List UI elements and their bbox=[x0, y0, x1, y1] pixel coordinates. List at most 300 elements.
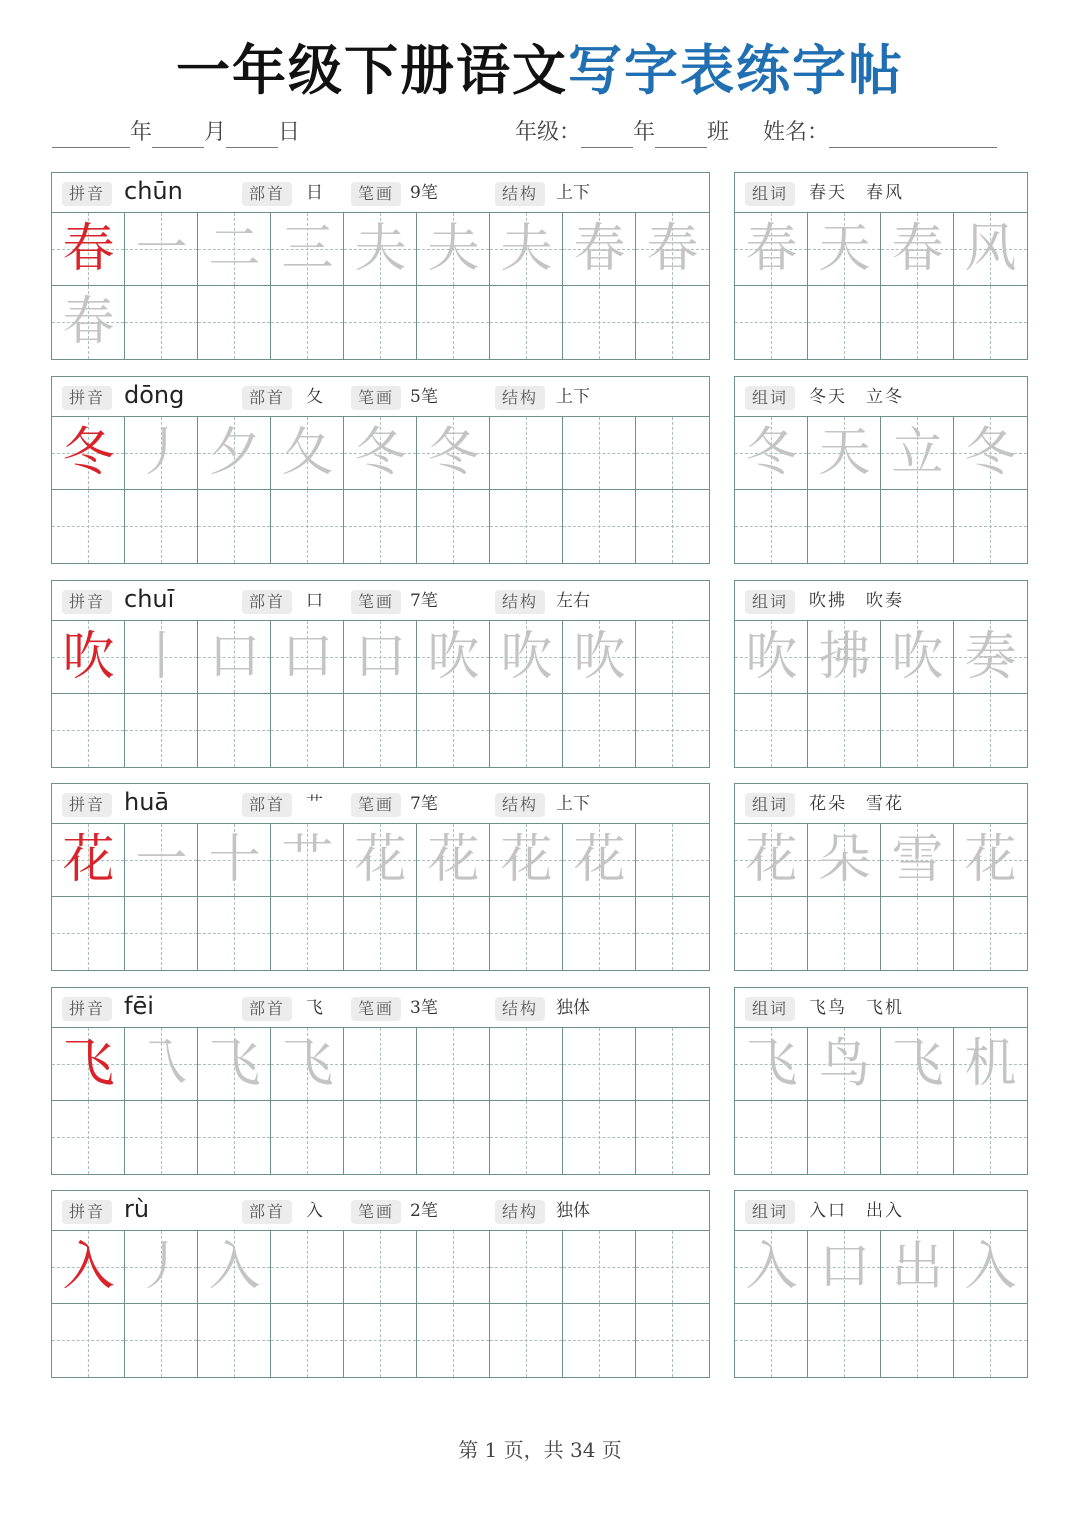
writing-cell[interactable] bbox=[636, 621, 709, 694]
word-cell[interactable] bbox=[954, 1231, 1027, 1304]
grid-guide-vertical bbox=[917, 1101, 918, 1174]
grid-guide-vertical bbox=[844, 286, 845, 359]
writing-cell[interactable] bbox=[636, 417, 709, 490]
writing-cell[interactable] bbox=[417, 213, 490, 286]
model-character: 飞 bbox=[62, 1034, 115, 1094]
radical-value: 夂 bbox=[306, 387, 323, 407]
radical-tag: 部首 bbox=[242, 1200, 292, 1224]
structure-value: 独体 bbox=[556, 1201, 590, 1221]
word-cell[interactable] bbox=[954, 1028, 1027, 1101]
writing-cell[interactable] bbox=[125, 490, 198, 563]
structure-tag: 结构 bbox=[495, 793, 545, 817]
grid-guide-vertical bbox=[672, 286, 673, 359]
word-cell[interactable] bbox=[954, 694, 1027, 767]
writing-cell[interactable] bbox=[344, 694, 417, 767]
grid-guide-vertical bbox=[307, 1304, 308, 1377]
grid-guide-vertical bbox=[672, 417, 673, 489]
writing-cell[interactable] bbox=[198, 897, 271, 970]
writing-cell[interactable] bbox=[490, 1304, 563, 1377]
writing-cell[interactable] bbox=[125, 1304, 198, 1377]
word-cell[interactable] bbox=[735, 694, 808, 767]
grid-guide-vertical bbox=[844, 1101, 845, 1174]
words-tag: 组词 bbox=[745, 1200, 795, 1224]
writing-cell[interactable] bbox=[417, 286, 490, 359]
grid-guide-vertical bbox=[990, 694, 991, 767]
grade-blank[interactable] bbox=[581, 121, 633, 148]
title-part-2: 写字表练字帖 bbox=[568, 39, 904, 102]
writing-cell[interactable] bbox=[490, 417, 563, 490]
trace-character: 风 bbox=[964, 219, 1017, 279]
strokes-value: 7笔 bbox=[410, 794, 438, 814]
trace-character: 夫 bbox=[500, 219, 553, 279]
trace-character: 口 bbox=[281, 627, 334, 687]
word-cell[interactable] bbox=[735, 1304, 808, 1377]
radical-value: 日 bbox=[306, 183, 323, 203]
grid-guide-vertical bbox=[844, 694, 845, 767]
word-cell[interactable] bbox=[954, 621, 1027, 694]
grid-guide-vertical bbox=[453, 286, 454, 359]
grid-guide-vertical bbox=[380, 1231, 381, 1303]
writing-cell[interactable] bbox=[636, 286, 709, 359]
trace-character: 花 bbox=[573, 830, 626, 890]
writing-cell[interactable] bbox=[563, 213, 636, 286]
trace-character: 飞 bbox=[891, 1034, 944, 1094]
grid-guide-vertical bbox=[88, 1304, 89, 1377]
writing-cell[interactable] bbox=[198, 1231, 271, 1304]
word-cell[interactable] bbox=[954, 1304, 1027, 1377]
month-blank[interactable] bbox=[152, 121, 204, 148]
writing-cell[interactable] bbox=[490, 490, 563, 563]
grid-guide-vertical bbox=[526, 490, 527, 563]
grid-guide-vertical bbox=[453, 1304, 454, 1377]
writing-cell[interactable] bbox=[417, 1231, 490, 1304]
word-cell[interactable] bbox=[881, 1101, 954, 1174]
writing-cell[interactable] bbox=[125, 286, 198, 359]
pinyin-tag: 拼音 bbox=[62, 793, 112, 817]
writing-cell[interactable] bbox=[125, 824, 198, 897]
character-info-header bbox=[52, 173, 709, 213]
writing-cell[interactable] bbox=[344, 1304, 417, 1377]
writing-cell[interactable] bbox=[490, 621, 563, 694]
writing-cell[interactable] bbox=[271, 490, 344, 563]
trace-character: 口 bbox=[818, 1237, 871, 1297]
writing-cell[interactable] bbox=[271, 213, 344, 286]
structure-tag: 结构 bbox=[495, 1200, 545, 1224]
character-info-header bbox=[52, 581, 709, 621]
writing-cell[interactable] bbox=[636, 1231, 709, 1304]
day-label: 日 bbox=[278, 120, 301, 145]
word-cell[interactable] bbox=[954, 897, 1027, 970]
word-cell[interactable] bbox=[735, 490, 808, 563]
grid-guide-vertical bbox=[771, 1304, 772, 1377]
writing-cell[interactable] bbox=[490, 1101, 563, 1174]
writing-cell[interactable] bbox=[417, 1028, 490, 1101]
writing-cell[interactable] bbox=[52, 1231, 125, 1304]
writing-cell[interactable] bbox=[563, 286, 636, 359]
grid-guide-vertical bbox=[161, 897, 162, 970]
writing-cell[interactable] bbox=[125, 417, 198, 490]
writing-cell[interactable] bbox=[125, 1028, 198, 1101]
writing-cell[interactable] bbox=[125, 694, 198, 767]
writing-cell[interactable] bbox=[490, 897, 563, 970]
writing-cell[interactable] bbox=[636, 1028, 709, 1101]
writing-cell[interactable] bbox=[198, 417, 271, 490]
pinyin-tag: 拼音 bbox=[62, 590, 112, 614]
word-cell[interactable] bbox=[881, 897, 954, 970]
trace-character: 春 bbox=[646, 219, 699, 279]
trace-character: 夫 bbox=[427, 219, 480, 279]
grid-guide-vertical bbox=[771, 897, 772, 970]
trace-character: 夫 bbox=[354, 219, 407, 279]
writing-cell[interactable] bbox=[490, 1028, 563, 1101]
word-cell[interactable] bbox=[808, 490, 881, 563]
grid-guide-vertical bbox=[599, 286, 600, 359]
word-cell[interactable] bbox=[881, 1231, 954, 1304]
trace-character: 丿 bbox=[135, 423, 188, 483]
grid-guide-vertical bbox=[526, 417, 527, 489]
trace-character: 口 bbox=[354, 627, 407, 687]
word-cell[interactable] bbox=[735, 824, 808, 897]
writing-cell[interactable] bbox=[490, 1231, 563, 1304]
writing-cell[interactable] bbox=[52, 1304, 125, 1377]
grid-guide-vertical bbox=[672, 621, 673, 693]
writing-cell[interactable] bbox=[563, 1231, 636, 1304]
grid-guide-vertical bbox=[526, 1304, 527, 1377]
word-cell[interactable] bbox=[954, 824, 1027, 897]
student-line bbox=[515, 118, 997, 154]
writing-cell[interactable] bbox=[344, 1231, 417, 1304]
pinyin-value: chuī bbox=[124, 585, 175, 613]
writing-cell[interactable] bbox=[417, 621, 490, 694]
trace-character: 花 bbox=[354, 830, 407, 890]
trace-character: 一 bbox=[135, 830, 188, 890]
writing-cell[interactable] bbox=[563, 490, 636, 563]
trace-character: 天 bbox=[818, 219, 871, 279]
word-panel bbox=[734, 1190, 1028, 1378]
writing-cell[interactable] bbox=[271, 286, 344, 359]
writing-cell[interactable] bbox=[52, 1101, 125, 1174]
writing-cell[interactable] bbox=[198, 621, 271, 694]
writing-cell[interactable] bbox=[490, 824, 563, 897]
pinyin-tag: 拼音 bbox=[62, 1200, 112, 1224]
word-header bbox=[735, 173, 1027, 213]
grid-guide-vertical bbox=[380, 1304, 381, 1377]
writing-cell[interactable] bbox=[52, 213, 125, 286]
pinyin-value: dōng bbox=[124, 381, 185, 409]
grid-guide-vertical bbox=[234, 286, 235, 359]
trace-character: 乁 bbox=[135, 1034, 188, 1094]
word-cell[interactable] bbox=[808, 1304, 881, 1377]
writing-cell[interactable] bbox=[52, 694, 125, 767]
writing-cell[interactable] bbox=[52, 824, 125, 897]
grid-guide-vertical bbox=[917, 897, 918, 970]
writing-cell[interactable] bbox=[563, 1304, 636, 1377]
strokes-tag: 笔画 bbox=[351, 1200, 401, 1224]
writing-cell[interactable] bbox=[417, 417, 490, 490]
writing-cell[interactable] bbox=[563, 621, 636, 694]
writing-cell[interactable] bbox=[563, 1028, 636, 1101]
word-cell[interactable] bbox=[954, 1101, 1027, 1174]
writing-cell[interactable] bbox=[417, 694, 490, 767]
grid-guide-vertical bbox=[380, 1101, 381, 1174]
writing-cell[interactable] bbox=[271, 1101, 344, 1174]
words-tag: 组词 bbox=[745, 793, 795, 817]
writing-cell[interactable] bbox=[636, 824, 709, 897]
word-cell[interactable] bbox=[735, 1028, 808, 1101]
strokes-value: 2笔 bbox=[410, 1201, 438, 1221]
trace-character: 丿 bbox=[135, 1237, 188, 1297]
writing-cell[interactable] bbox=[563, 1101, 636, 1174]
writing-cell[interactable] bbox=[271, 621, 344, 694]
writing-cell[interactable] bbox=[198, 694, 271, 767]
grid-guide-vertical bbox=[453, 1028, 454, 1100]
writing-cell[interactable] bbox=[563, 824, 636, 897]
page-title bbox=[0, 36, 1080, 106]
trace-character: 花 bbox=[427, 830, 480, 890]
trace-character: 一 bbox=[135, 219, 188, 279]
words-value: 吹拂 吹奏 bbox=[809, 591, 904, 611]
writing-cell[interactable] bbox=[636, 213, 709, 286]
radical-tag: 部首 bbox=[242, 386, 292, 410]
writing-cell[interactable] bbox=[344, 1101, 417, 1174]
grid-guide-vertical bbox=[990, 1101, 991, 1174]
grid-guide-vertical bbox=[917, 286, 918, 359]
writing-cell[interactable] bbox=[490, 694, 563, 767]
trace-character: 春 bbox=[745, 219, 798, 279]
word-cell[interactable] bbox=[808, 1101, 881, 1174]
writing-cell[interactable] bbox=[344, 490, 417, 563]
writing-cell[interactable] bbox=[636, 1101, 709, 1174]
trace-character: 入 bbox=[745, 1237, 798, 1297]
grid-guide-vertical bbox=[526, 897, 527, 970]
writing-cell[interactable] bbox=[344, 286, 417, 359]
trace-character: 三 bbox=[281, 219, 334, 279]
grid-guide-vertical bbox=[526, 1028, 527, 1100]
word-cell[interactable] bbox=[735, 621, 808, 694]
grid-guide-vertical bbox=[771, 286, 772, 359]
class-blank[interactable] bbox=[655, 121, 707, 148]
trace-character: 春 bbox=[62, 292, 115, 352]
word-cell[interactable] bbox=[881, 824, 954, 897]
word-cell[interactable] bbox=[881, 694, 954, 767]
day-blank[interactable] bbox=[226, 121, 278, 148]
writing-cell[interactable] bbox=[271, 824, 344, 897]
grid-guide-vertical bbox=[990, 897, 991, 970]
grid-guide-vertical bbox=[161, 490, 162, 563]
writing-cell[interactable] bbox=[417, 897, 490, 970]
writing-cell[interactable] bbox=[636, 1304, 709, 1377]
word-cell[interactable] bbox=[808, 286, 881, 359]
grid-guide-vertical bbox=[526, 286, 527, 359]
grid-guide-vertical bbox=[917, 694, 918, 767]
word-cell[interactable] bbox=[808, 621, 881, 694]
writing-cell[interactable] bbox=[125, 213, 198, 286]
word-cell[interactable] bbox=[954, 490, 1027, 563]
grid-guide-vertical bbox=[990, 286, 991, 359]
word-panel bbox=[734, 987, 1028, 1175]
structure-value: 上下 bbox=[556, 183, 590, 203]
writing-cell[interactable] bbox=[271, 1028, 344, 1101]
grid-guide-vertical bbox=[844, 490, 845, 563]
strokes-value: 7笔 bbox=[410, 591, 438, 611]
writing-cell[interactable] bbox=[490, 286, 563, 359]
word-cell[interactable] bbox=[881, 286, 954, 359]
grid-guide-vertical bbox=[88, 490, 89, 563]
grid-guide-vertical bbox=[307, 286, 308, 359]
structure-tag: 结构 bbox=[495, 997, 545, 1021]
grid-guide-vertical bbox=[307, 1101, 308, 1174]
writing-cell[interactable] bbox=[417, 824, 490, 897]
writing-cell[interactable] bbox=[271, 417, 344, 490]
trace-character: 冬 bbox=[354, 423, 407, 483]
word-cell[interactable] bbox=[954, 213, 1027, 286]
writing-cell[interactable] bbox=[198, 1101, 271, 1174]
writing-cell[interactable] bbox=[125, 1101, 198, 1174]
writing-cell[interactable] bbox=[636, 897, 709, 970]
writing-cell[interactable] bbox=[198, 286, 271, 359]
character-panel bbox=[51, 376, 710, 564]
writing-cell[interactable] bbox=[52, 897, 125, 970]
word-cell[interactable] bbox=[735, 1231, 808, 1304]
word-cell[interactable] bbox=[808, 897, 881, 970]
trace-character: 吹 bbox=[891, 627, 944, 687]
word-cell[interactable] bbox=[735, 417, 808, 490]
year-blank[interactable] bbox=[52, 121, 130, 148]
grid-guide-vertical bbox=[453, 1101, 454, 1174]
word-cell[interactable] bbox=[808, 694, 881, 767]
character-panel bbox=[51, 783, 710, 971]
writing-cell[interactable] bbox=[125, 897, 198, 970]
trace-character: 奏 bbox=[964, 627, 1017, 687]
grid-guide-vertical bbox=[234, 897, 235, 970]
grid-guide-vertical bbox=[161, 1304, 162, 1377]
structure-value: 上下 bbox=[556, 794, 590, 814]
writing-cell[interactable] bbox=[344, 1028, 417, 1101]
grid-guide-vertical bbox=[161, 694, 162, 767]
words-tag: 组词 bbox=[745, 182, 795, 206]
writing-cell[interactable] bbox=[563, 694, 636, 767]
character-info-header bbox=[52, 988, 709, 1028]
word-cell[interactable] bbox=[808, 1231, 881, 1304]
title-part-1: 一年级下册语文 bbox=[176, 39, 568, 102]
writing-cell[interactable] bbox=[344, 417, 417, 490]
words-value: 入口 出入 bbox=[809, 1201, 904, 1221]
grid-guide-vertical bbox=[380, 490, 381, 563]
writing-cell[interactable] bbox=[344, 824, 417, 897]
pinyin-tag: 拼音 bbox=[62, 182, 112, 206]
word-cell[interactable] bbox=[808, 417, 881, 490]
name-blank[interactable] bbox=[829, 121, 997, 148]
word-header bbox=[735, 784, 1027, 824]
writing-cell[interactable] bbox=[636, 490, 709, 563]
word-cell[interactable] bbox=[735, 286, 808, 359]
writing-cell[interactable] bbox=[490, 213, 563, 286]
grid-guide-vertical bbox=[844, 1304, 845, 1377]
writing-cell[interactable] bbox=[563, 417, 636, 490]
word-cell[interactable] bbox=[808, 213, 881, 286]
grid-guide-vertical bbox=[672, 1231, 673, 1303]
trace-character: 冬 bbox=[964, 423, 1017, 483]
trace-character: 吹 bbox=[500, 627, 553, 687]
grid-guide-vertical bbox=[672, 490, 673, 563]
word-cell[interactable] bbox=[735, 897, 808, 970]
grid-guide-vertical bbox=[453, 694, 454, 767]
trace-character: 口 bbox=[208, 627, 261, 687]
writing-cell[interactable] bbox=[198, 1304, 271, 1377]
writing-cell[interactable] bbox=[563, 897, 636, 970]
writing-cell[interactable] bbox=[271, 694, 344, 767]
word-cell[interactable] bbox=[735, 1101, 808, 1174]
grid-guide-vertical bbox=[526, 1231, 527, 1303]
structure-tag: 结构 bbox=[495, 182, 545, 206]
writing-cell[interactable] bbox=[52, 286, 125, 359]
writing-cell[interactable] bbox=[344, 897, 417, 970]
grid-guide-vertical bbox=[307, 694, 308, 767]
name-label: 姓名： bbox=[763, 120, 830, 145]
strokes-value: 9笔 bbox=[410, 183, 438, 203]
word-cell[interactable] bbox=[808, 1028, 881, 1101]
word-cell[interactable] bbox=[881, 417, 954, 490]
writing-cell[interactable] bbox=[271, 1231, 344, 1304]
grid-guide-vertical bbox=[599, 1101, 600, 1174]
writing-cell[interactable] bbox=[198, 490, 271, 563]
writing-cell[interactable] bbox=[125, 621, 198, 694]
trace-character: 飞 bbox=[745, 1034, 798, 1094]
character-info-header bbox=[52, 1191, 709, 1231]
grid-guide-vertical bbox=[599, 1028, 600, 1100]
writing-cell[interactable] bbox=[636, 694, 709, 767]
writing-cell[interactable] bbox=[52, 417, 125, 490]
grid-guide-vertical bbox=[672, 1304, 673, 1377]
writing-cell[interactable] bbox=[344, 621, 417, 694]
grid-guide-vertical bbox=[917, 1304, 918, 1377]
writing-cell[interactable] bbox=[271, 1304, 344, 1377]
grid-guide-vertical bbox=[380, 897, 381, 970]
writing-cell[interactable] bbox=[417, 490, 490, 563]
grid-guide-vertical bbox=[599, 694, 600, 767]
writing-cell[interactable] bbox=[198, 213, 271, 286]
model-character: 冬 bbox=[62, 423, 115, 483]
grade-label: 年级： bbox=[515, 120, 582, 145]
strokes-tag: 笔画 bbox=[351, 590, 401, 614]
writing-cell[interactable] bbox=[198, 824, 271, 897]
writing-cell[interactable] bbox=[52, 1028, 125, 1101]
writing-cell[interactable] bbox=[52, 621, 125, 694]
grid-guide-vertical bbox=[526, 1101, 527, 1174]
writing-cell[interactable] bbox=[344, 213, 417, 286]
word-cell[interactable] bbox=[954, 417, 1027, 490]
word-cell[interactable] bbox=[881, 1304, 954, 1377]
writing-cell[interactable] bbox=[52, 490, 125, 563]
character-panel bbox=[51, 172, 710, 360]
pinyin-tag: 拼音 bbox=[62, 386, 112, 410]
word-cell[interactable] bbox=[881, 490, 954, 563]
writing-cell[interactable] bbox=[125, 1231, 198, 1304]
word-cell[interactable] bbox=[954, 286, 1027, 359]
writing-cell[interactable] bbox=[417, 1101, 490, 1174]
word-cell[interactable] bbox=[881, 1028, 954, 1101]
trace-character: 入 bbox=[208, 1237, 261, 1297]
word-header bbox=[735, 581, 1027, 621]
writing-cell[interactable] bbox=[271, 897, 344, 970]
word-cell[interactable] bbox=[881, 621, 954, 694]
writing-cell[interactable] bbox=[198, 1028, 271, 1101]
word-cell[interactable] bbox=[881, 213, 954, 286]
word-cell[interactable] bbox=[735, 213, 808, 286]
word-cell[interactable] bbox=[808, 824, 881, 897]
writing-cell[interactable] bbox=[417, 1304, 490, 1377]
grid-guide-vertical bbox=[990, 490, 991, 563]
